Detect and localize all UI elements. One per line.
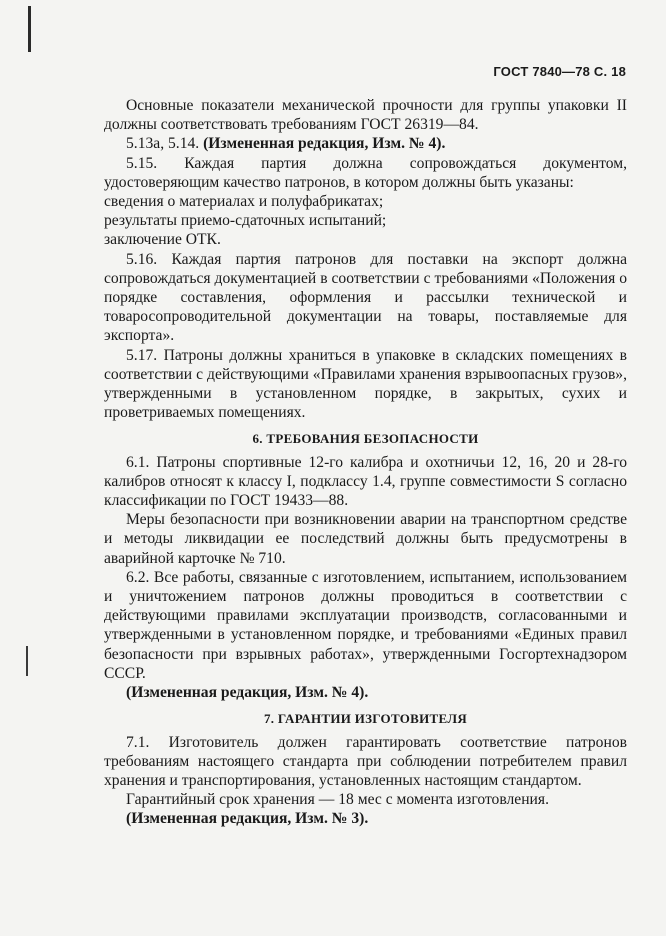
list-item: заключение ОТК. [104, 231, 221, 249]
paragraph: 6.1. Патроны спортивные 12-го калибра и охотничьи 12, 16, 20 и 28-го калибров относят к классу I, подклассу 1.4, группе совместимости S согласно классификации по ГОСТ 19433—88. [104, 453, 627, 510]
list-item: сведения о материалах и полуфабрикатах; [104, 193, 384, 211]
paragraph: 5.16. Каждая партия патронов для поставки на экспорт должна сопровождаться документацией в соответствии с требованиями «Положения о порядке составления, оформления и рассылки технической и товаросопроводительной документации на товары, поставляемые для экспорта». [104, 250, 627, 345]
paragraph: Гарантийный срок хранения — 18 мес с момента изготовления. [126, 791, 549, 809]
amendment-note: (Измененная редакция, Изм. № 4). [126, 684, 369, 702]
scan-edge-mark [26, 646, 28, 676]
paragraph: Основные показатели механической прочности для группы упаковки II должны соответствовать требованиям ГОСТ 26319—84. [104, 97, 627, 134]
paragraph: 7.1. Изготовитель должен гарантировать соответствие патронов требованиям настоящего стандарта при соблюдении потребителем правил хранения и транспортирования, установленных настоящим стандартом. [104, 733, 627, 789]
amendment-note: (Измененная редакция, Изм. № 3). [126, 810, 369, 828]
clause-numbers: 5.13а, 5.14. [126, 135, 200, 153]
section-heading: 7. ГАРАНТИИ ИЗГОТОВИТЕЛЯ [263, 711, 468, 727]
page-header: ГОСТ 7840—78 С. 18 [493, 64, 626, 79]
paragraph: 5.15. Каждая партия должна сопровождаться документом, удостоверяющим качество патронов, в котором должны быть указаны: [104, 154, 627, 191]
scan-edge-mark [28, 6, 31, 52]
amendment-note: (Измененная редакция, Изм. № 4). [203, 135, 446, 153]
paragraph: 5.17. Патроны должны храниться в упаковке в складских помещениях в соответствии с действующими «Правилами хранения взрывоопасных грузов», утвержденными в установленном порядке, в закрытых, сухих и проветриваемых помещениях. [104, 346, 627, 422]
section-heading: 6. ТРЕБОВАНИЯ БЕЗОПАСНОСТИ [252, 431, 479, 447]
paragraph: Меры безопасности при возникновении аварии на транспортном средстве и методы ликвидации ее последствий должны быть предусмотрены в аварийной карточке № 710. [104, 511, 627, 567]
document-body [104, 96, 627, 829]
list-item: результаты приемо-сдаточных испытаний; [104, 212, 387, 230]
paragraph: 6.2. Все работы, связанные с изготовлением, испытанием, использованием и уничтожением патронов должны проводиться в соответствии с действующими правилами эксплуатации производств, согласованными и утвержденными в установленном порядке, и требованиями «Единых правил безопасности при взрывных работах», утвержденными Госгортехнадзором СССР. [104, 568, 627, 682]
paragraph-amendment [104, 134, 627, 153]
